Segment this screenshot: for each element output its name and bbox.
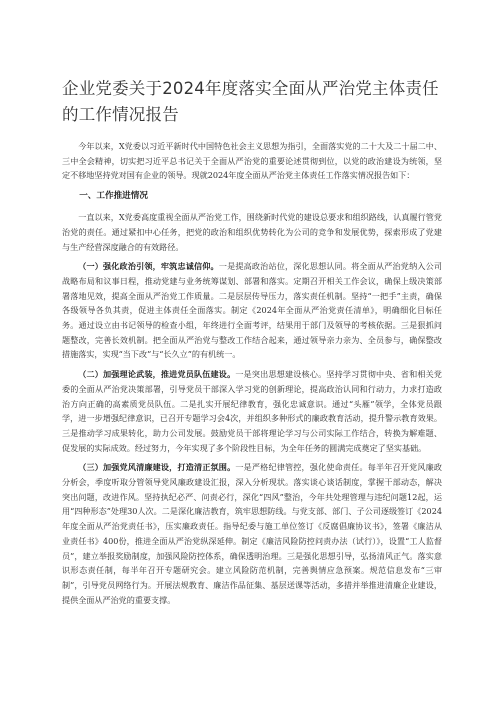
- title-line-2: 的工作情况报告: [62, 105, 179, 124]
- item-3-paragraph: [62, 460, 442, 607]
- item-2-body: 一是突出思想建设核心。坚持学习贯彻中央、省和相关党委的全面从严治党决策部署，引导党员干部深入学习党的创新理论，提高政治认同和行动力，力求打造政治方向正确的高素质党员队伍。二是扎实开展纪律教育，强化忠诚意识。通过“头雁”领学，全体党员跟学，进一步增强纪律意识，已召开专题学习会4次，并组织多种形式的廉政教育活动，提升警示教育效果。三是推动学习成果转化，助力公司发展。鼓励党员干部将理论学习与公司实际工作结合，转换为解难题、促发展的实际成效。经过努力，今年实现了多个阶段性目标，为全年任务的圆满完成奠定了坚实基础。: [62, 369, 442, 453]
- title-line-1: 企业党委关于2024年度落实全面从严治党主体责任: [62, 79, 439, 98]
- item-2-heading: （二）加强理论武装，推进党员队伍建设。: [78, 369, 236, 380]
- intro-paragraph: 今年以来，X党委以习近平新时代中国特色社会主义思想为指引，全面落实党的二十大及二十届二中、三中全会精神，切实把习近平总书记关于全面从严治党的重要论述贯彻到位，以党的政治建设为统领，坚定不移地坚持党对国有企业的领导。现就2024年度全面从严治党主体责任工作落实情况报告如下：: [62, 141, 442, 181]
- section-heading-work-progress: 一、工作推进情况: [79, 191, 148, 202]
- item-2-paragraph: [62, 367, 442, 455]
- item-1-body: 一是提高政治站位，深化思想认同。将全面从严治党纳入公司战略布局和议事日程，推动党建与业务统筹谋划、部署和落实。定期召开相关工作会议，确保上级决策部署落地见效，提高全面从严治党工作质量。二是层层传导压力，落实责任机制。坚持“一把手”主责，确保各级领导各负其责，促进主体责任全面落实。制定《2024年全面从严治党责任清单》，明确细化目标任务。通过设立由书记领导的检查小组，年终进行全面考评，结果用于部门及领导的考核依据。三是狠抓问题整改，完善长效机制。把全面从严治党与整改工作结合起来，通过领导亲力亲为、全员参与，确保整改措施落实，实现“当下改”与“长久立”的有机统一。: [62, 261, 442, 360]
- item-3-body: 一是严格纪律管控，强化使命责任。每半年召开党风廉政分析会，季度听取分管领导党风廉政建设汇报，深入分析现状。落实谈心谈话制度，掌握干部动态，解决突出问题，改进作风。坚持执纪必严、问责必行，深化“四风”整治，今年共处理管理与违纪问题12起，运用“四种形态”处理30人次。二是深化廉洁教育，筑牢思想防线。与党支部、部门、子公司逐级签订《2024年度全面从严治党责任书》，压实廉政责任。指导纪委与施工单位签订《反腐倡廉协议书》，签署《廉洁从业责任书》400份，推进全面从严治党纵深延伸。制定《廉洁风险防控问责办法（试行）》，设置“工人监督员”，建立举报奖励制度，加强风险防控体系，确保透明治理。三是强化思想引导，弘扬清风正气。落实意识形态责任制，每半年召开专题研究会。建立风险防范机制，完善舆情应急预案。规范信息发布“三审制”，引导党员网络行为。开展法规教育、廉洁作品征集、基层送课等活动，多措并举推进清廉企业建设，提供全面从严治党的重要支撑。: [62, 462, 442, 605]
- item-1-paragraph: [62, 259, 442, 362]
- item-3-heading: （三）加强党风清廉建设，打造清正氛围。: [78, 462, 236, 473]
- page-title: [62, 76, 442, 128]
- item-1-heading: （一）强化政治引领，牢筑忠诚信仰。: [78, 261, 219, 272]
- section-intro-paragraph: 一直以来，X党委高度重视全面从严治党工作，围绕新时代党的建设总要求和组织路线，认真履行管党治党的责任。通过紧扣中心任务，把党的政治和组织优势转化为公司的竞争和发展优势，探索形成了党建与生产经营深度融合的有效路径。: [62, 212, 442, 252]
